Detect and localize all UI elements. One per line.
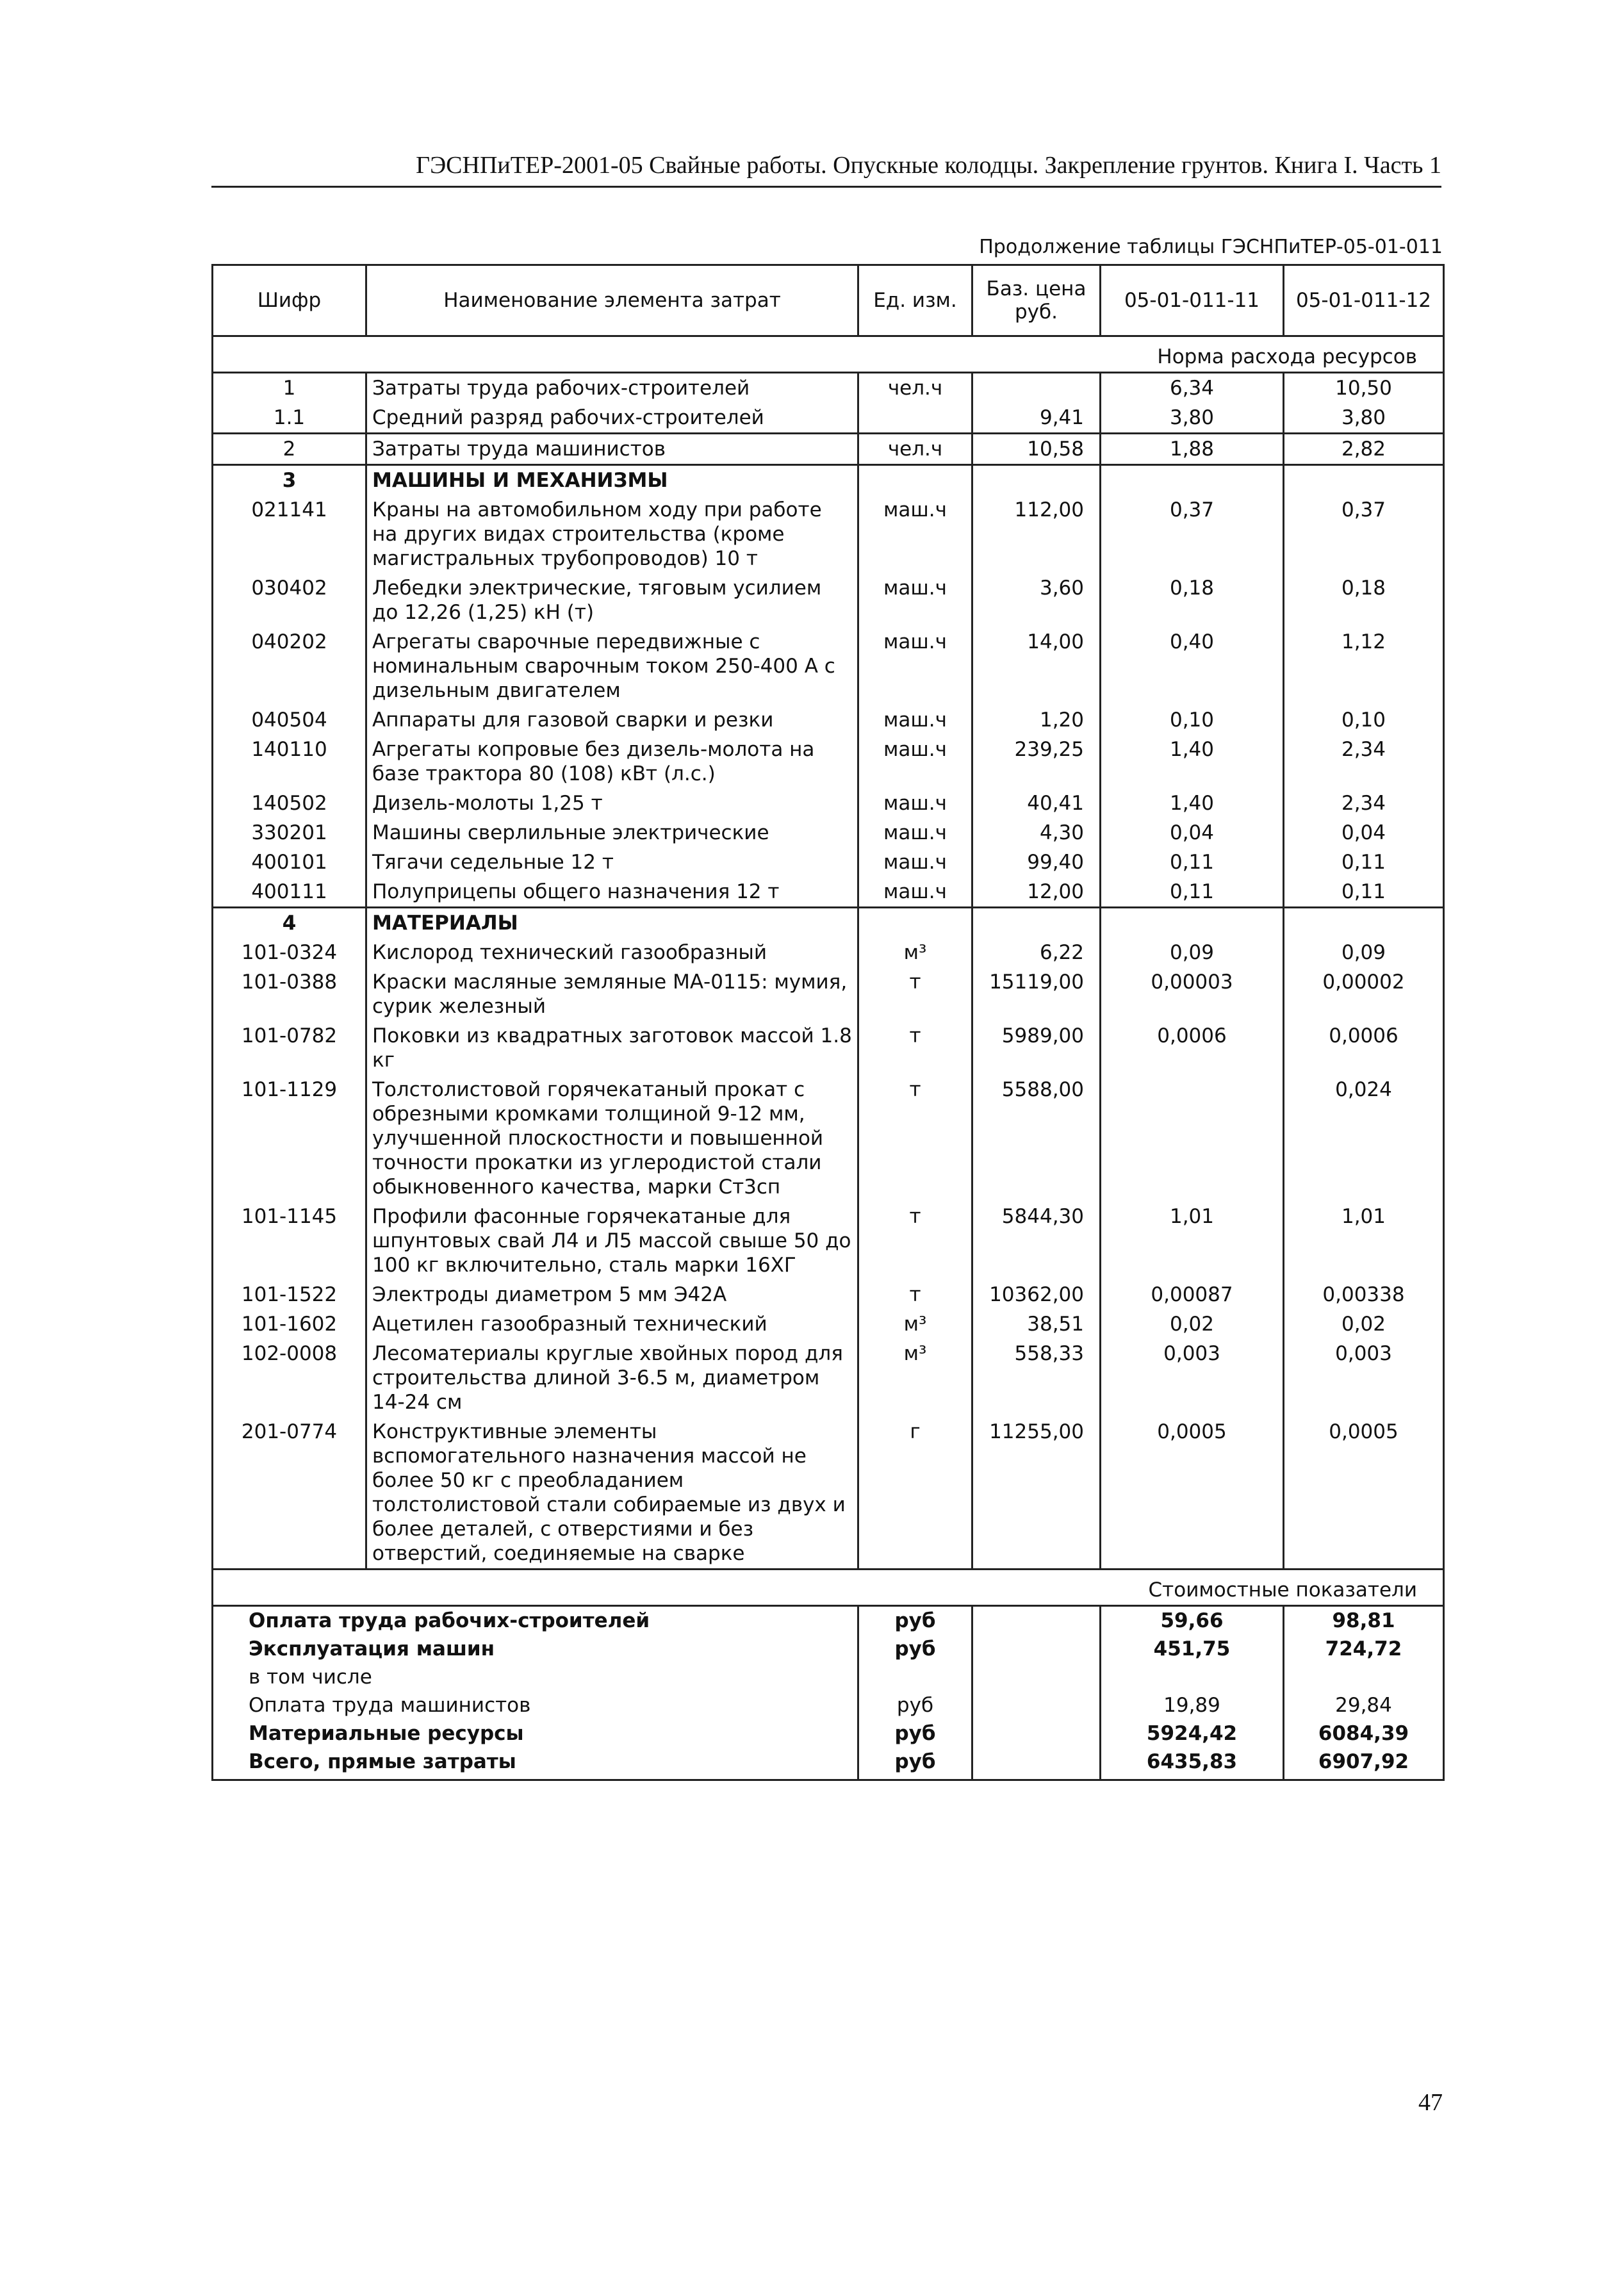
cell-value-1: 0,0006 xyxy=(1101,1021,1284,1075)
cost-value-2: 98,81 xyxy=(1284,1606,1444,1636)
cost-band xyxy=(213,1570,1444,1606)
cell-price: 3,60 xyxy=(972,573,1101,627)
cell-value-1: 0,11 xyxy=(1101,877,1284,908)
cell-value-1: 3,80 xyxy=(1101,403,1284,434)
cell-code: 201-0774 xyxy=(213,1417,366,1570)
cost-value-1 xyxy=(1101,1663,1284,1691)
cell-value-1: 0,37 xyxy=(1101,495,1284,573)
labor-row xyxy=(213,403,1444,434)
cell-unit: г xyxy=(858,1417,972,1570)
table-continuation-caption: Продолжение таблицы ГЭСНПиТЕР-05-01-011 xyxy=(979,236,1443,258)
cell-price: 10,58 xyxy=(972,434,1101,465)
cell-unit: т xyxy=(858,1021,972,1075)
material-row xyxy=(213,1309,1444,1339)
cost-value-2 xyxy=(1284,1663,1444,1691)
cell-price: 9,41 xyxy=(972,403,1101,434)
cell-value-2: 0,37 xyxy=(1284,495,1444,573)
cell-unit: маш.ч xyxy=(858,877,972,908)
cell-empty xyxy=(972,1663,1101,1691)
cell-code: 140502 xyxy=(213,789,366,818)
cell-value-2: 0,11 xyxy=(1284,848,1444,877)
cell-value-1: 1,40 xyxy=(1101,789,1284,818)
cost-value-2: 724,72 xyxy=(1284,1635,1444,1663)
cell-code: 330201 xyxy=(213,818,366,848)
cell-unit: т xyxy=(858,1280,972,1309)
cell-empty xyxy=(972,465,1101,496)
material-row xyxy=(213,1021,1444,1075)
material-row xyxy=(213,1075,1444,1202)
cost-value-1: 19,89 xyxy=(1101,1691,1284,1719)
cell-value-1 xyxy=(1101,1075,1284,1202)
material-row xyxy=(213,1417,1444,1570)
cell-value-2: 0,00002 xyxy=(1284,967,1444,1021)
machine-row xyxy=(213,789,1444,818)
cell-value-2: 2,34 xyxy=(1284,735,1444,789)
cost-name: в том числе xyxy=(213,1663,858,1691)
section-number: 3 xyxy=(213,465,366,496)
machine-row xyxy=(213,627,1444,705)
cell-unit: маш.ч xyxy=(858,705,972,735)
cost-value-2: 6907,92 xyxy=(1284,1748,1444,1780)
material-row xyxy=(213,1202,1444,1280)
cell-empty xyxy=(972,1635,1101,1663)
cell-value-1: 0,09 xyxy=(1101,938,1284,967)
cell-code: 400101 xyxy=(213,848,366,877)
cell-name: Средний разряд рабочих-строителей xyxy=(366,403,858,434)
cell-value-1: 1,88 xyxy=(1101,434,1284,465)
cell-code: 101-0388 xyxy=(213,967,366,1021)
cell-unit: чел.ч xyxy=(858,373,972,404)
cost-name: Эксплуатация машин xyxy=(213,1635,858,1663)
resource-table xyxy=(211,264,1445,1781)
cell-name: Лебедки электрические, тяговым усилием до 12,26 (1,25) кН (т) xyxy=(366,573,858,627)
col-header-v2: 05-01-011-12 xyxy=(1284,265,1444,336)
cell-unit: маш.ч xyxy=(858,495,972,573)
cell-value-1: 1,40 xyxy=(1101,735,1284,789)
cell-unit: чел.ч xyxy=(858,434,972,465)
cell-price: 1,20 xyxy=(972,705,1101,735)
cost-unit: руб xyxy=(858,1719,972,1748)
cost-band-label: Стоимостные показатели xyxy=(213,1570,1444,1606)
material-row xyxy=(213,938,1444,967)
cost-value-1: 451,75 xyxy=(1101,1635,1284,1663)
cell-value-2: 1,12 xyxy=(1284,627,1444,705)
cell-value-1: 0,02 xyxy=(1101,1309,1284,1339)
col-header-name: Наименование элемента затрат xyxy=(366,265,858,336)
cell-name: Профили фасонные горячекатаные для шпунтовых свай Л4 и Л5 массой свыше 50 до 100 кг включительно, сталь марки 16ХГ xyxy=(366,1202,858,1280)
cell-price: 10362,00 xyxy=(972,1280,1101,1309)
cell-value-2: 0,10 xyxy=(1284,705,1444,735)
cell-value-2: 3,80 xyxy=(1284,403,1444,434)
cell-unit: м³ xyxy=(858,1339,972,1417)
cell-code: 101-0324 xyxy=(213,938,366,967)
cell-code: 101-1145 xyxy=(213,1202,366,1280)
machine-row xyxy=(213,818,1444,848)
cell-price: 40,41 xyxy=(972,789,1101,818)
cell-empty xyxy=(1284,908,1444,939)
material-row xyxy=(213,1280,1444,1309)
cell-value-2: 1,01 xyxy=(1284,1202,1444,1280)
cell-code: 400111 xyxy=(213,877,366,908)
cell-name: Кислород технический газообразный xyxy=(366,938,858,967)
cell-unit: маш.ч xyxy=(858,627,972,705)
section-machines xyxy=(213,465,1444,496)
labor-row xyxy=(213,373,1444,404)
cell-name: Аппараты для газовой сварки и резки xyxy=(366,705,858,735)
cost-name: Материальные ресурсы xyxy=(213,1719,858,1748)
cell-value-1: 0,10 xyxy=(1101,705,1284,735)
cell-name: Агрегаты копровые без дизель-молота на базе трактора 80 (108) кВт (л.с.) xyxy=(366,735,858,789)
cell-price: 558,33 xyxy=(972,1339,1101,1417)
cost-name: Оплата труда рабочих-строителей xyxy=(213,1606,858,1636)
cell-unit: т xyxy=(858,1075,972,1202)
machine-row xyxy=(213,848,1444,877)
col-header-price: Баз. цена руб. xyxy=(972,265,1101,336)
cell-value-2: 0,0005 xyxy=(1284,1417,1444,1570)
cost-unit xyxy=(858,1663,972,1691)
cell-price: 5588,00 xyxy=(972,1075,1101,1202)
cell-empty xyxy=(858,908,972,939)
material-row xyxy=(213,1339,1444,1417)
cell-name: Ацетилен газообразный технический xyxy=(366,1309,858,1339)
cell-unit xyxy=(858,403,972,434)
cell-price: 4,30 xyxy=(972,818,1101,848)
page-number: 47 xyxy=(1418,2089,1443,2116)
cell-value-1: 0,00003 xyxy=(1101,967,1284,1021)
norm-band-label: Норма расхода ресурсов xyxy=(213,336,1444,373)
cell-code: 101-1602 xyxy=(213,1309,366,1339)
cell-value-2: 0,0006 xyxy=(1284,1021,1444,1075)
cost-row xyxy=(213,1606,1444,1636)
cost-value-2: 6084,39 xyxy=(1284,1719,1444,1748)
cell-empty xyxy=(972,1691,1101,1719)
machine-row xyxy=(213,877,1444,908)
cell-empty xyxy=(1101,465,1284,496)
cell-name: Краски масляные земляные МА-0115: мумия, сурик железный xyxy=(366,967,858,1021)
running-header: ГЭСНПиТЕР-2001-05 Свайные работы. Опускные колодцы. Закрепление грунтов. Книга I. Часть 1 xyxy=(211,145,1441,188)
cell-code: 101-0782 xyxy=(213,1021,366,1075)
cell-value-2: 0,02 xyxy=(1284,1309,1444,1339)
cell-unit: т xyxy=(858,967,972,1021)
cell-value-1: 0,18 xyxy=(1101,573,1284,627)
cost-row xyxy=(213,1691,1444,1719)
cell-name: Затраты труда машинистов xyxy=(366,434,858,465)
cell-name: Поковки из квадратных заготовок массой 1.8 кг xyxy=(366,1021,858,1075)
machine-row xyxy=(213,705,1444,735)
cell-unit: маш.ч xyxy=(858,818,972,848)
cost-value-1: 59,66 xyxy=(1101,1606,1284,1636)
cell-value-2: 2,34 xyxy=(1284,789,1444,818)
cost-unit: руб xyxy=(858,1635,972,1663)
cell-price: 5989,00 xyxy=(972,1021,1101,1075)
machine-row xyxy=(213,573,1444,627)
cost-unit: руб xyxy=(858,1748,972,1780)
cost-value-2: 29,84 xyxy=(1284,1691,1444,1719)
cell-price: 11255,00 xyxy=(972,1417,1101,1570)
cell-code: 030402 xyxy=(213,573,366,627)
cell-value-1: 0,0005 xyxy=(1101,1417,1284,1570)
cell-name: Конструктивные элементы вспомогательного назначения массой не более 50 кг с преобладанием толстолистовой стали собираемые из двух и более деталей, с отверстиями и без отверстий, соединяемые на сварке xyxy=(366,1417,858,1570)
cell-empty xyxy=(858,465,972,496)
cell-value-1: 0,00087 xyxy=(1101,1280,1284,1309)
cell-value-2: 10,50 xyxy=(1284,373,1444,404)
cell-name: Машины сверлильные электрические xyxy=(366,818,858,848)
cell-unit: маш.ч xyxy=(858,573,972,627)
cell-price: 12,00 xyxy=(972,877,1101,908)
cell-code: 102-0008 xyxy=(213,1339,366,1417)
cell-empty xyxy=(972,1606,1101,1636)
cell-unit: м³ xyxy=(858,938,972,967)
cell-value-1: 6,34 xyxy=(1101,373,1284,404)
cost-value-1: 6435,83 xyxy=(1101,1748,1284,1780)
cell-price xyxy=(972,373,1101,404)
cell-price: 14,00 xyxy=(972,627,1101,705)
cost-unit: руб xyxy=(858,1691,972,1719)
table-header-row xyxy=(213,265,1444,336)
cost-row xyxy=(213,1635,1444,1663)
cell-price: 15119,00 xyxy=(972,967,1101,1021)
cell-unit: м³ xyxy=(858,1309,972,1339)
machine-row xyxy=(213,735,1444,789)
cell-value-1: 0,04 xyxy=(1101,818,1284,848)
cell-value-2: 0,11 xyxy=(1284,877,1444,908)
cell-code: 101-1129 xyxy=(213,1075,366,1202)
cell-name: Тягачи седельные 12 т xyxy=(366,848,858,877)
cell-code: 101-1522 xyxy=(213,1280,366,1309)
cell-unit: маш.ч xyxy=(858,789,972,818)
cell-unit: маш.ч xyxy=(858,735,972,789)
material-row xyxy=(213,967,1444,1021)
cell-value-2: 0,003 xyxy=(1284,1339,1444,1417)
cell-empty xyxy=(972,1719,1101,1748)
cost-unit: руб xyxy=(858,1606,972,1636)
cell-price: 112,00 xyxy=(972,495,1101,573)
cell-value-1: 0,40 xyxy=(1101,627,1284,705)
cell-code: 1 xyxy=(213,373,366,404)
cell-value-2: 0,18 xyxy=(1284,573,1444,627)
norm-band xyxy=(213,336,1444,373)
cell-code: 021141 xyxy=(213,495,366,573)
cell-name: Агрегаты сварочные передвижные с номинальным сварочным током 250-400 А с дизельным двигателем xyxy=(366,627,858,705)
cell-name: Лесоматериалы круглые хвойных пород для строительства длиной 3-6.5 м, диаметром 14-24 см xyxy=(366,1339,858,1417)
cell-value-1: 1,01 xyxy=(1101,1202,1284,1280)
cell-value-2: 0,00338 xyxy=(1284,1280,1444,1309)
section-number: 4 xyxy=(213,908,366,939)
col-header-code: Шифр xyxy=(213,265,366,336)
section-title: МАТЕРИАЛЫ xyxy=(366,908,858,939)
cost-row xyxy=(213,1719,1444,1748)
cell-name: Краны на автомобильном ходу при работе на других видах строительства (кроме магистральных трубопроводов) 10 т xyxy=(366,495,858,573)
cell-name: Электроды диаметром 5 мм Э42А xyxy=(366,1280,858,1309)
cell-code: 040504 xyxy=(213,705,366,735)
cell-name: Полуприцепы общего назначения 12 т xyxy=(366,877,858,908)
cell-price: 38,51 xyxy=(972,1309,1101,1339)
col-header-unit: Ед. изм. xyxy=(858,265,972,336)
section-materials xyxy=(213,908,1444,939)
cell-code: 040202 xyxy=(213,627,366,705)
cost-row xyxy=(213,1663,1444,1691)
cell-price: 99,40 xyxy=(972,848,1101,877)
cell-unit: т xyxy=(858,1202,972,1280)
cell-code: 1.1 xyxy=(213,403,366,434)
cell-price: 239,25 xyxy=(972,735,1101,789)
section-title: МАШИНЫ И МЕХАНИЗМЫ xyxy=(366,465,858,496)
cell-empty xyxy=(1284,465,1444,496)
cell-empty xyxy=(1101,908,1284,939)
cell-value-2: 0,024 xyxy=(1284,1075,1444,1202)
cell-empty xyxy=(972,1748,1101,1780)
cell-price: 6,22 xyxy=(972,938,1101,967)
col-header-v1: 05-01-011-11 xyxy=(1101,265,1284,336)
cost-name: Оплата труда машинистов xyxy=(213,1691,858,1719)
cell-name: Затраты труда рабочих-строителей xyxy=(366,373,858,404)
cell-unit: маш.ч xyxy=(858,848,972,877)
cell-name: Толстолистовой горячекатаный прокат с обрезными кромками толщиной 9-12 мм, улучшенной плоскостности и повышенной точности прокатки из углеродистой стали обыкновенного качества, марки Ст3сп xyxy=(366,1075,858,1202)
cell-code: 140110 xyxy=(213,735,366,789)
cost-value-1: 5924,42 xyxy=(1101,1719,1284,1748)
cost-name: Всего, прямые затраты xyxy=(213,1748,858,1780)
cell-value-1: 0,11 xyxy=(1101,848,1284,877)
cell-value-2: 0,04 xyxy=(1284,818,1444,848)
cell-price: 5844,30 xyxy=(972,1202,1101,1280)
operators-row xyxy=(213,434,1444,465)
cell-value-2: 0,09 xyxy=(1284,938,1444,967)
cell-code: 2 xyxy=(213,434,366,465)
cost-row xyxy=(213,1748,1444,1780)
cell-value-2: 2,82 xyxy=(1284,434,1444,465)
cell-name: Дизель-молоты 1,25 т xyxy=(366,789,858,818)
resource-table-body xyxy=(213,265,1444,1780)
cell-empty xyxy=(972,908,1101,939)
cell-value-1: 0,003 xyxy=(1101,1339,1284,1417)
machine-row xyxy=(213,495,1444,573)
